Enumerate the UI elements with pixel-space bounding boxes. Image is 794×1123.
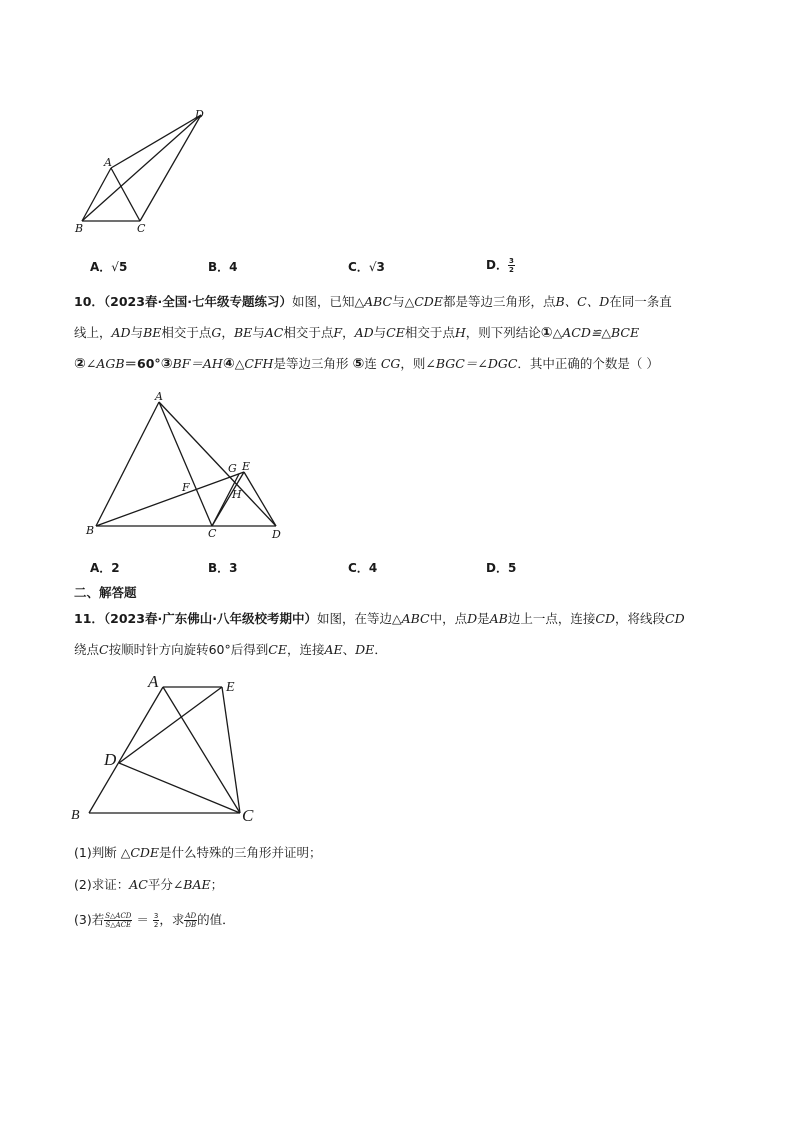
q10-line-2: 线上，AD与BE相交于点G，BE与AC相交于点F，AD与CE相交于点H，则下列结论①△ACD≌△BCE bbox=[74, 325, 640, 341]
q10-label-g: G bbox=[228, 462, 237, 475]
q11-line-2: 绕点C按顺时针方向旋转60°后得到CE，连接AE、DE． bbox=[74, 642, 387, 657]
q11-part-2: (2)求证：AC平分∠BAE； bbox=[74, 877, 224, 892]
q9-line-cd bbox=[140, 115, 201, 221]
q9-label-d: D bbox=[195, 108, 204, 121]
q11-part-1: (1)判断 △CDE是什么特殊的三角形并证明； bbox=[74, 845, 322, 860]
q9-figure bbox=[70, 104, 220, 238]
q10-figure bbox=[84, 388, 294, 544]
q9-label-c: C bbox=[137, 222, 146, 235]
q10-label-b: B bbox=[86, 524, 95, 537]
q9-option-d[interactable]: D． $\frac{3}{2}$ bbox=[486, 257, 514, 274]
q10-label-f: F bbox=[182, 481, 190, 494]
q11-label-d: D bbox=[104, 750, 117, 769]
q9-line-ab bbox=[82, 168, 111, 221]
sqrt-icon: √ bbox=[111, 260, 119, 274]
sqrt-icon: √ bbox=[368, 260, 377, 274]
section-heading: 二、解答题 bbox=[74, 585, 137, 600]
q9-option-a[interactable]: A．√5 bbox=[90, 260, 128, 274]
q11-label-b: B bbox=[71, 808, 80, 823]
q9-label-a: A bbox=[104, 156, 112, 169]
q10-label-h: H bbox=[232, 488, 242, 501]
q10-option-c[interactable]: C．4 bbox=[348, 561, 378, 575]
area-ratio-fraction: $\frac{\text{S△ACD}}{\text{S△ACE}}$ bbox=[105, 912, 132, 929]
q10-line-be bbox=[96, 472, 244, 526]
q9-label-b: B bbox=[75, 222, 84, 235]
q11-line-ac bbox=[163, 687, 240, 813]
q10-line-ac bbox=[159, 402, 212, 526]
q10-label-e: E bbox=[242, 460, 251, 473]
q10-line-ed bbox=[244, 472, 276, 526]
q10-label-d: D bbox=[272, 528, 281, 541]
q10-option-a[interactable]: A．2 bbox=[90, 561, 120, 575]
fraction: $\frac{3}{2}$ bbox=[508, 257, 514, 274]
q10-line-ab bbox=[96, 402, 159, 526]
q10-label-c: C bbox=[208, 527, 217, 540]
q10-line-ad bbox=[159, 402, 276, 526]
q9-line-ad bbox=[111, 115, 201, 168]
q9-option-b[interactable]: B．4 bbox=[208, 260, 238, 274]
q11-label-e: E bbox=[226, 680, 235, 695]
q10-option-d[interactable]: D．5 bbox=[486, 561, 517, 575]
q11-line-1: 11．（2023春·广东佛山·八年级校考期中）如图，在等边△ABC中，点D是AB边上一点，连接CD，将线段CD bbox=[74, 611, 685, 626]
target-fraction: $\frac{AD}{DB}$ bbox=[185, 912, 197, 929]
q11-figure bbox=[66, 670, 266, 830]
q10-label-a: A bbox=[155, 390, 163, 403]
q11-line-dc bbox=[119, 763, 240, 813]
q11-line-ab bbox=[89, 687, 163, 813]
ratio-value-fraction: $\frac{3}{2}$ bbox=[153, 912, 159, 929]
q9-option-c[interactable]: C．√3 bbox=[348, 260, 385, 274]
q10-line-1: 10．（2023春·全国·七年级专题练习）如图，已知△ABC与△CDE都是等边三角形，点B、C、D在同一条直 bbox=[74, 294, 672, 309]
q11-label-c: C bbox=[242, 806, 254, 825]
q9-line-bd bbox=[82, 115, 201, 221]
q10-option-b[interactable]: B．3 bbox=[208, 561, 238, 575]
q9-line-ac bbox=[111, 168, 140, 221]
q10-line-3: ②∠AGB＝60°③BF＝AH④△CFH是等边三角形 ⑤连 CG，则∠BGC＝∠DGC．其中正确的个数是（ ） bbox=[74, 356, 659, 372]
q11-part-3: (3)若 $\frac{\text{S△ACD}}{\text{S△ACE}}$ ＝ $\frac{3}{2}$ ，求 $\frac{AD}{DB}$ 的值． bbox=[74, 912, 235, 929]
q11-label-a: A bbox=[148, 672, 159, 691]
q11-line-ec bbox=[222, 687, 240, 813]
